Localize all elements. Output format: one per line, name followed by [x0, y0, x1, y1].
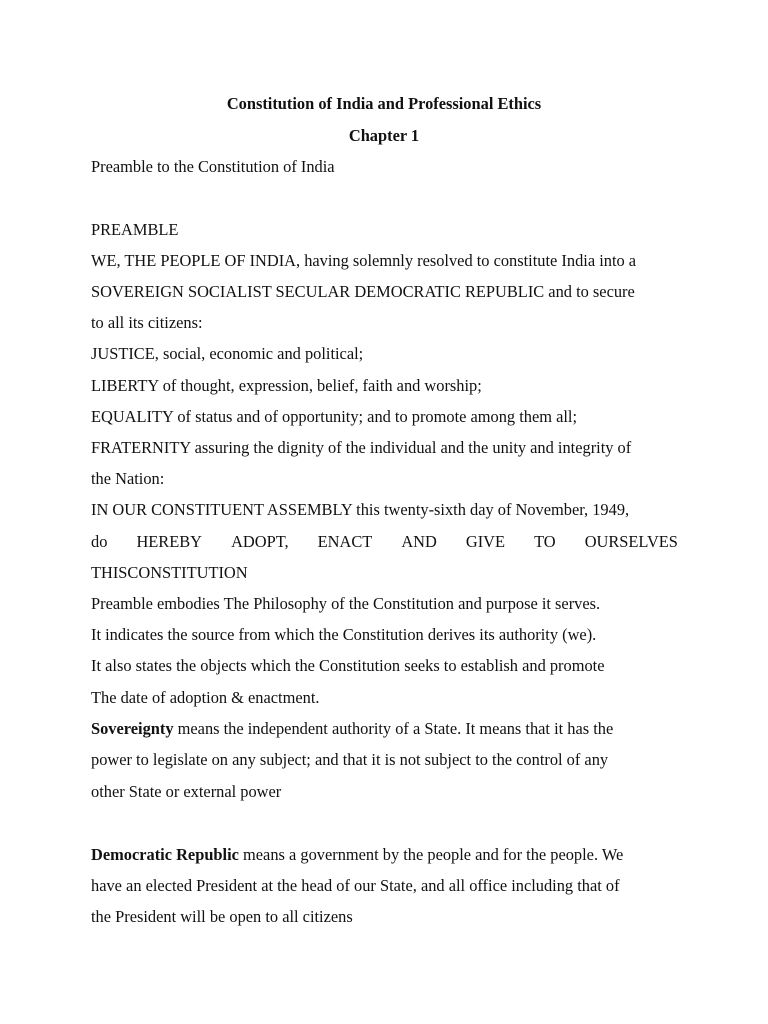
preamble-line: LIBERTY of thought, expression, belief, faith and worship; — [91, 376, 482, 395]
adopt-word: GIVE — [465, 532, 506, 551]
adopt-word: do — [91, 532, 108, 551]
adopt-word: HEREBY — [136, 532, 203, 551]
democratic-republic-line: the President will be open to all citizens — [91, 907, 353, 926]
preamble-label: PREAMBLE — [91, 220, 179, 239]
note-line: Preamble embodies The Philosophy of the Constitution and purpose it serves. — [91, 594, 601, 613]
democratic-republic-line: have an elected President at the head of our State, and all office including that of — [91, 876, 620, 895]
preamble-line: JUSTICE, social, economic and political; — [91, 344, 364, 363]
document-title: Constitution of India and Professional Ethics — [226, 94, 542, 113]
sovereignty-line — [91, 719, 678, 739]
note-line: It indicates the source from which the Constitution derives its authority (we). — [91, 625, 597, 644]
democratic-republic-line — [91, 845, 678, 865]
preamble-line: to all its citizens: — [91, 313, 203, 332]
democratic-republic-term: Democratic Republic — [91, 845, 239, 864]
sovereignty-line: power to legislate on any subject; and that it is not subject to the control of any — [91, 750, 609, 769]
sovereignty-text: means the independent authority of a State. It means that it has the — [173, 719, 614, 738]
note-line: The date of adoption & enactment. — [91, 688, 320, 707]
closing-line: THISCONSTITUTION — [91, 563, 248, 582]
democratic-republic-text: means a government by the people and for the people. We — [238, 845, 624, 864]
section-heading: Preamble to the Constitution of India — [91, 157, 335, 176]
adopt-word: ENACT — [317, 532, 373, 551]
adopt-word: OURSELVES — [584, 532, 678, 551]
note-line: It also states the objects which the Constitution seeks to establish and promote — [91, 656, 605, 675]
preamble-line: EQUALITY of status and of opportunity; and to promote among them all; — [91, 407, 578, 426]
adopt-line — [91, 532, 678, 552]
sovereignty-term: Sovereignty — [91, 719, 174, 738]
adopt-word: ADOPT, — [231, 532, 289, 551]
preamble-line: WE, THE PEOPLE OF INDIA, having solemnly resolved to constitute India into a — [91, 251, 637, 270]
sovereignty-line: other State or external power — [91, 782, 282, 801]
chapter-heading: Chapter 1 — [348, 126, 420, 145]
preamble-line: SOVEREIGN SOCIALIST SECULAR DEMOCRATIC REPUBLIC and to secure — [91, 282, 635, 301]
adopt-word: AND — [401, 532, 437, 551]
preamble-line: the Nation: — [91, 469, 165, 488]
preamble-line: FRATERNITY assuring the dignity of the individual and the unity and integrity of — [91, 438, 632, 457]
preamble-line: IN OUR CONSTITUENT ASSEMBLY this twenty-sixth day of November, 1949, — [91, 500, 630, 519]
adopt-word: TO — [534, 532, 556, 551]
